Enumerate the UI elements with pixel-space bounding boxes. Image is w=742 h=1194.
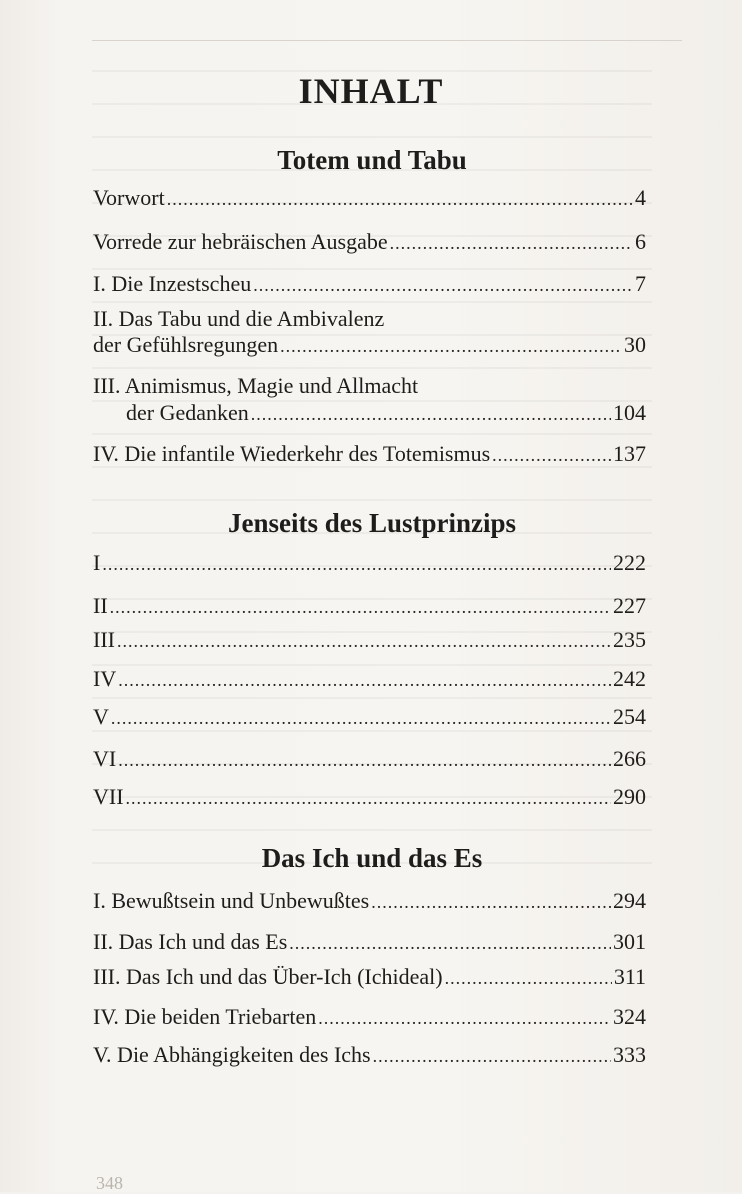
toc-entry-page: 222 — [613, 550, 646, 575]
toc-entry-page: 235 — [613, 627, 646, 652]
toc-entry[interactable] — [93, 330, 646, 361]
leader-dots — [167, 184, 633, 214]
toc-entry-title: I. Bewußtsein und Unbewußtes — [93, 888, 370, 913]
toc-entry[interactable] — [93, 439, 646, 470]
leader-dots — [445, 963, 612, 993]
leader-dots — [118, 665, 611, 695]
toc-entry-page: 333 — [613, 1042, 646, 1067]
leader-dots — [371, 887, 611, 917]
toc-entry-title: IV — [93, 666, 117, 691]
toc-entry[interactable] — [93, 886, 646, 917]
toc-entry-title: VII — [93, 784, 124, 809]
toc-entry[interactable] — [93, 269, 646, 300]
toc-entry-title: Vorrede zur hebräischen Ausgabe — [93, 229, 388, 254]
toc-entry-page: 254 — [613, 704, 646, 729]
toc-entry-title: III — [93, 627, 115, 652]
toc-entry-title: III. Das Ich und das Über-Ich (Ichideal) — [93, 964, 443, 989]
toc-entry[interactable] — [93, 782, 646, 813]
toc-entry-page: 227 — [613, 593, 646, 618]
section-heading-jenseits-des-lustprinzips: Jenseits des Lustprinzips — [227, 508, 517, 538]
toc-entry-page: 6 — [635, 229, 646, 254]
toc-entry-title-line1: III. Animismus, Magie und Allmacht — [93, 373, 419, 398]
toc-entry-title: IV. Die infantile Wiederkehr des Totemismus — [93, 441, 491, 466]
leader-dots — [373, 1041, 611, 1071]
toc-entry[interactable] — [93, 625, 646, 656]
section-heading-totem-und-tabu: Totem und Tabu — [277, 145, 467, 175]
leader-dots — [102, 549, 611, 579]
toc-entry-page: 4 — [635, 185, 646, 210]
toc-entry[interactable] — [93, 227, 646, 258]
toc-entry-page: 242 — [613, 666, 646, 691]
toc-entry[interactable] — [93, 962, 646, 993]
toc-entry-page: 301 — [613, 929, 646, 954]
toc-entry-page: 7 — [635, 271, 646, 296]
toc-entry-title: I — [93, 550, 101, 575]
page-number-footer: 348 — [96, 1173, 123, 1193]
leader-dots — [117, 626, 611, 656]
toc-entry-title: II. Das Ich und das Es — [93, 929, 288, 954]
toc-entry-title: Vorwort — [93, 185, 165, 210]
section-heading-das-ich-und-das-es: Das Ich und das Es — [261, 843, 483, 873]
toc-entry-title: V — [93, 704, 109, 729]
toc-entry[interactable] — [93, 744, 646, 775]
toc-entry-page: 290 — [613, 784, 646, 809]
leader-dots — [289, 928, 611, 958]
toc-entry-page: 30 — [624, 332, 646, 357]
toc-entry-page: 311 — [613, 964, 646, 989]
toc-entry-title: VI — [93, 746, 117, 771]
toc-entry-title: IV. Die beiden Triebarten — [93, 1004, 317, 1029]
leader-dots — [253, 270, 633, 300]
header-rule — [92, 40, 682, 41]
leader-dots — [110, 592, 611, 622]
toc-entry-page: 324 — [613, 1004, 646, 1029]
toc-entry-title: der Gedanken — [126, 400, 249, 425]
leader-dots — [280, 331, 622, 361]
toc-entry[interactable] — [93, 398, 646, 429]
toc-entry-title: II — [93, 593, 108, 618]
toc-entry-page: 266 — [613, 746, 646, 771]
toc-entry[interactable] — [93, 183, 646, 214]
toc-entry-page: 104 — [613, 400, 646, 425]
leader-dots — [318, 1003, 611, 1033]
toc-entry-title: V. Die Abhängigkeiten des Ichs — [93, 1042, 371, 1067]
toc-entry-title: I. Die Inzestscheu — [93, 271, 252, 296]
leader-dots — [251, 399, 611, 429]
toc-entry[interactable] — [93, 927, 646, 958]
toc-entry[interactable] — [93, 548, 646, 579]
leader-dots — [118, 745, 611, 775]
toc-entry-title-line1: II. Das Tabu und die Ambivalenz — [93, 306, 385, 331]
toc-entry[interactable] — [93, 702, 646, 733]
leader-dots — [111, 703, 611, 733]
toc-entry[interactable] — [93, 1040, 646, 1071]
toc-entry-page: 294 — [613, 888, 646, 913]
page-title: INHALT — [298, 71, 444, 111]
toc-entry[interactable] — [93, 591, 646, 622]
leader-dots — [126, 783, 611, 813]
toc-entry[interactable] — [93, 1002, 646, 1033]
toc-entry-page: 137 — [613, 441, 646, 466]
leader-dots — [492, 440, 611, 470]
toc-entry-title: der Gefühlsregungen — [93, 332, 279, 357]
toc-entry[interactable] — [93, 664, 646, 695]
leader-dots — [390, 228, 633, 258]
